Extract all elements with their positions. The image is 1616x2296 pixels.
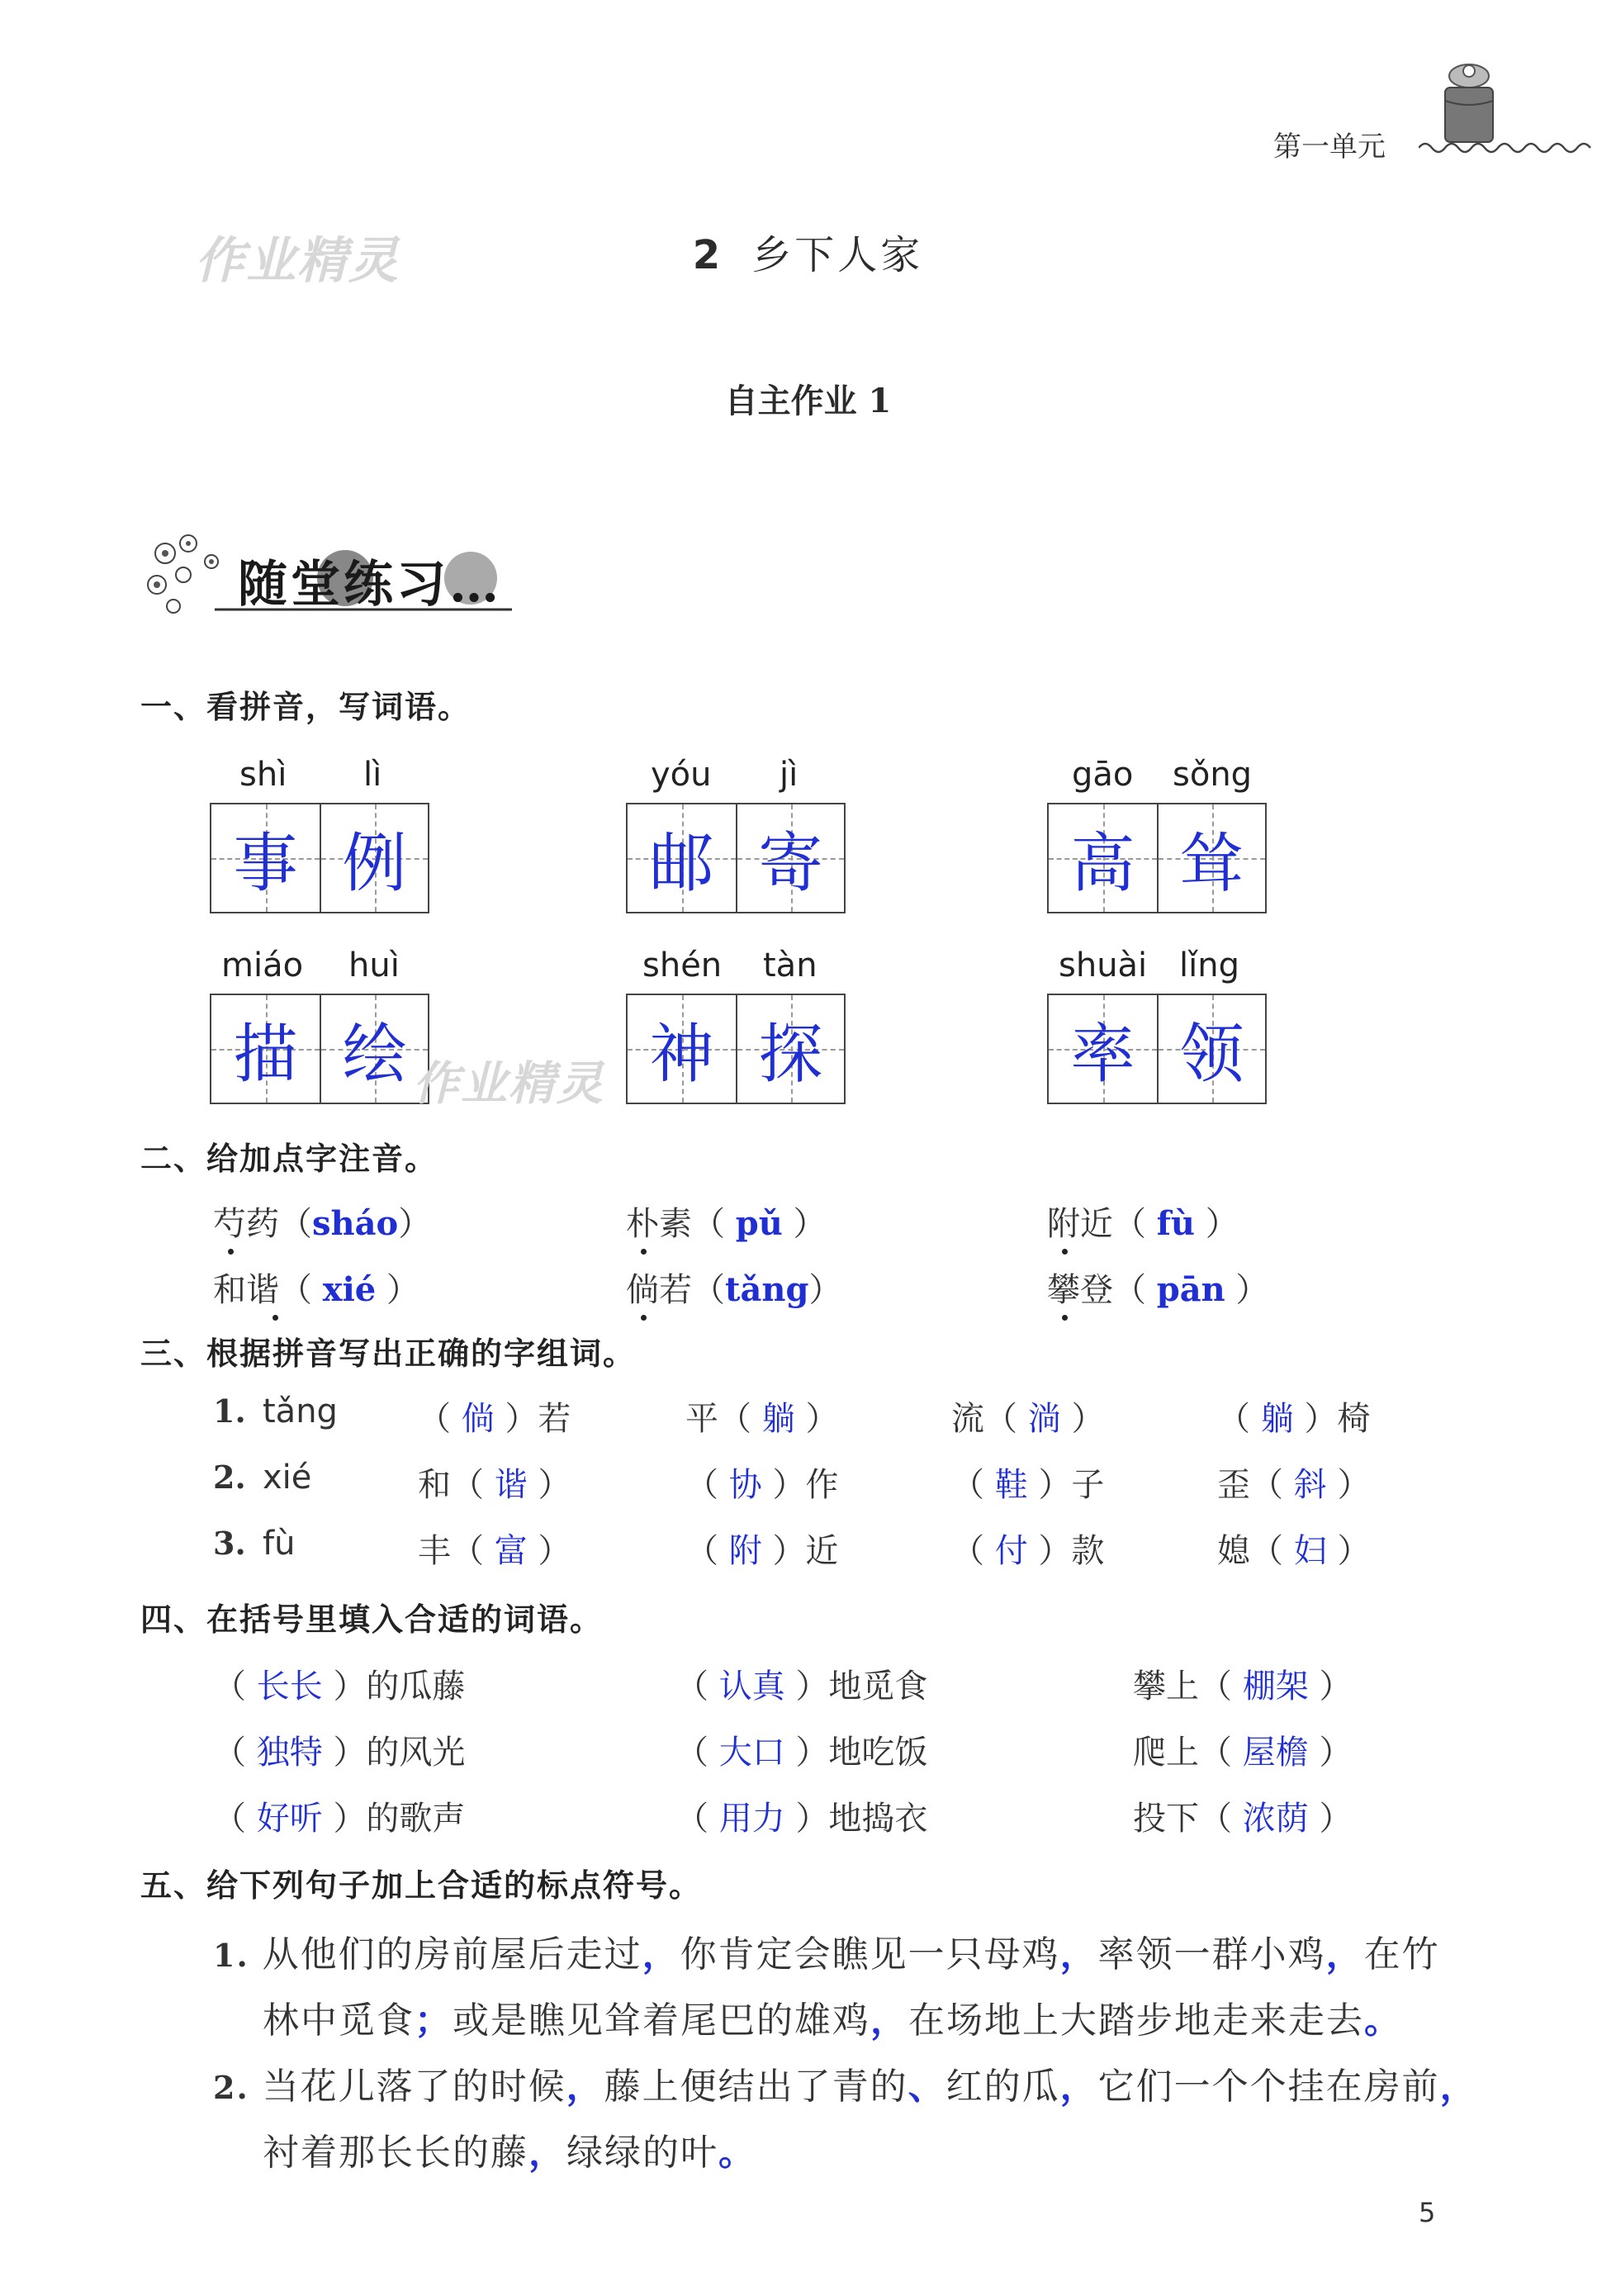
answer: sháo (312, 1204, 399, 1243)
punct-answer: ， (566, 2066, 604, 2108)
answer-char: 探 (758, 1018, 823, 1092)
pinyin: sǒng (1173, 756, 1253, 794)
group-item (1217, 1392, 1370, 1440)
word: 攀登 (1047, 1271, 1113, 1309)
punct-answer: ， (642, 1933, 680, 1976)
answer: tǎng (725, 1270, 809, 1309)
writing-grid (1047, 994, 1267, 1104)
item-number: 2. (213, 1459, 246, 1496)
text: 媳（ (1217, 1532, 1283, 1570)
writing-grid (210, 803, 429, 913)
section-4-heading: 四、在括号里填入合适的词语。 (140, 1601, 604, 1638)
text: ） (1071, 1400, 1105, 1438)
text: 或是瞧见耸着尾巴的雄鸡 (453, 2000, 870, 2042)
punct-answer: ， (1059, 1933, 1098, 1976)
annotate-item: 芍药（sháo） (213, 1204, 432, 1243)
text: ） (805, 1400, 839, 1438)
text: （ (685, 1466, 718, 1504)
text: ） (538, 1466, 571, 1504)
answer: pān (1156, 1270, 1225, 1309)
text: ）近 (772, 1532, 839, 1570)
text: （ (213, 1800, 246, 1838)
answer-char: 神 (649, 1018, 714, 1092)
text: （ (1217, 1400, 1250, 1438)
unit-label: 第一单元 (1273, 130, 1386, 164)
emphasis-dot (641, 1315, 647, 1321)
text: 衬着那长长的藤 (263, 2132, 528, 2174)
group-item (685, 1392, 838, 1440)
sentence-2-line-2 (263, 2123, 756, 2175)
lesson-title (0, 223, 1616, 280)
pinyin: fù (263, 1525, 296, 1563)
annotate-item: 和谐（ xié ） (213, 1270, 419, 1309)
punct-answer: 。 (718, 2132, 756, 2174)
text: 率领一群小鸡 (1097, 1933, 1326, 1976)
answer-char: 高 (1070, 827, 1135, 901)
answer: 斜 (1293, 1466, 1327, 1504)
text: ） (1337, 1532, 1371, 1570)
text: 红的瓜 (945, 2066, 1060, 2108)
text: ）的风光 (333, 1734, 466, 1772)
emphasis-dot (1062, 1249, 1068, 1255)
answer-char: 率 (1070, 1018, 1135, 1092)
text: ） (1319, 1800, 1353, 1838)
wave-decoration (1419, 139, 1594, 157)
pinyin: tàn (763, 946, 817, 984)
item-number: 1. (213, 1392, 246, 1430)
pinyin: jì (780, 756, 799, 794)
answer: 富 (494, 1532, 528, 1570)
word: 和谐 (213, 1271, 279, 1309)
annotate-item: 朴素（ pǔ ） (626, 1204, 827, 1243)
banner-title: 随堂练习… (238, 556, 502, 614)
group-item (951, 1459, 1104, 1506)
sentence-1-line-2 (263, 1990, 1402, 2043)
fill-item (675, 1792, 927, 1839)
fill-item (213, 1792, 465, 1839)
text: ）子 (1038, 1466, 1105, 1504)
writing-grid (626, 994, 846, 1104)
section-2-heading: 二、给加点字注音。 (140, 1141, 438, 1177)
answer: 躺 (761, 1400, 795, 1438)
word: 芍药 (213, 1205, 279, 1243)
text: 藤上便结出了青的 (604, 2066, 908, 2108)
text: ）地吃饭 (795, 1734, 928, 1772)
group-item (685, 1525, 838, 1572)
answer: 躺 (1260, 1400, 1294, 1438)
section-1-heading: 一、看拼音，写词语。 (140, 689, 472, 725)
fill-item (675, 1726, 927, 1773)
text: （ (675, 1800, 708, 1838)
pinyin: shén (642, 946, 723, 984)
punct-answer: ， (1059, 2066, 1098, 2108)
text: 丰（ (418, 1532, 484, 1570)
text: ）款 (1038, 1532, 1105, 1570)
answer-char: 绘 (342, 1018, 407, 1092)
lesson-name: 乡下人家 (751, 232, 924, 278)
punct-answer: ， (870, 2000, 908, 2042)
text: ） (1337, 1466, 1371, 1504)
writing-grid (1047, 803, 1267, 913)
punct-answer: ， (1439, 2066, 1478, 2108)
pinyin: miáo (221, 946, 304, 984)
text: 当花儿落了的时候 (262, 2066, 566, 2108)
text: （ (675, 1734, 708, 1772)
text: （ (675, 1667, 708, 1705)
text: ）椅 (1304, 1400, 1371, 1438)
pinyin: huì (348, 946, 400, 984)
answer: 鞋 (994, 1466, 1028, 1504)
lesson-number: 2 (692, 232, 724, 278)
answer: 认真 (718, 1667, 785, 1705)
text: 流（ (951, 1400, 1017, 1438)
section-3-heading: 三、根据拼音写出正确的字组词。 (140, 1335, 637, 1372)
item-number: 1. (213, 1937, 249, 1974)
answer: 付 (994, 1532, 1028, 1570)
answer-char: 描 (233, 1018, 298, 1092)
pinyin: shuài (1059, 946, 1148, 984)
answer-char: 领 (1179, 1018, 1244, 1092)
punct-answer: 。 (1364, 2000, 1402, 2042)
fill-item (1133, 1726, 1352, 1773)
text: 平（ (685, 1400, 751, 1438)
group-item (1217, 1525, 1370, 1572)
answer-char: 事 (233, 827, 298, 901)
word: 朴素 (626, 1205, 692, 1243)
pinyin: shì (239, 756, 287, 794)
pinyin: xié (263, 1459, 312, 1497)
writing-grid (210, 994, 429, 1104)
text: （ (418, 1400, 451, 1438)
word: 附近 (1047, 1205, 1113, 1243)
fill-item (1133, 1792, 1352, 1839)
text: 歪（ (1217, 1466, 1283, 1504)
group-item (685, 1459, 838, 1506)
answer: 独特 (256, 1734, 323, 1772)
group-item (1217, 1459, 1370, 1506)
text: ）若 (505, 1400, 571, 1438)
annotate-item: 倘若（tǎng） (626, 1270, 842, 1309)
answer: xié (322, 1270, 377, 1309)
group-item (951, 1525, 1104, 1572)
page-number: 5 (1419, 2197, 1436, 2228)
text: ）的歌声 (333, 1800, 466, 1838)
text: ）地觅食 (795, 1667, 928, 1705)
answer-char: 寄 (758, 827, 823, 901)
text: ） (1319, 1734, 1353, 1772)
text: 投下（ (1133, 1800, 1232, 1838)
text: （ (951, 1466, 984, 1504)
emphasis-dot (272, 1315, 278, 1321)
punct-answer: ； (415, 2000, 453, 2042)
text: 你肯定会瞧见一只母鸡 (680, 1933, 1060, 1976)
text: （ (951, 1532, 984, 1570)
item-number: 3. (213, 1525, 246, 1562)
text: ）作 (772, 1466, 839, 1504)
item-number: 2. (213, 2069, 249, 2106)
punct-answer: ， (528, 2132, 566, 2174)
group-item (418, 1525, 571, 1572)
emphasis-dot (1062, 1315, 1068, 1321)
answer-char: 耸 (1179, 827, 1244, 901)
answer-char: 邮 (649, 827, 714, 901)
answer: fù (1156, 1204, 1196, 1243)
text: （ (685, 1532, 718, 1570)
fill-item (213, 1660, 465, 1707)
fill-item (675, 1660, 927, 1707)
answer: 浓荫 (1242, 1800, 1309, 1838)
writing-grid (626, 803, 846, 913)
text: ）的瓜藤 (333, 1667, 466, 1705)
text: （ (213, 1667, 246, 1705)
text: 在竹 (1363, 1933, 1440, 1976)
text: ） (1319, 1667, 1353, 1705)
annotate-item: 攀登（ pān ） (1047, 1270, 1269, 1309)
annotate-item: 附近（ fù ） (1047, 1204, 1239, 1243)
fill-item (1133, 1660, 1352, 1707)
text: ） (538, 1532, 571, 1570)
answer: 妇 (1293, 1532, 1327, 1570)
answer: 好听 (256, 1800, 323, 1838)
answer: 淌 (1027, 1400, 1061, 1438)
answer: 棚架 (1242, 1667, 1309, 1705)
group-item (951, 1392, 1104, 1440)
text: 它们一个个挂在房前 (1097, 2066, 1440, 2108)
text: ）地捣衣 (795, 1800, 928, 1838)
text: 和（ (418, 1466, 484, 1504)
pinyin: yóu (651, 756, 712, 794)
text: 从他们的房前屋后走过 (262, 1933, 642, 1976)
answer: 协 (728, 1466, 762, 1504)
text: 在场地上大踏步地走来走去 (908, 2000, 1364, 2042)
answer: 谐 (494, 1466, 528, 1504)
group-item (418, 1392, 571, 1440)
watermark: 作业精灵 (413, 1057, 604, 1111)
text: （ (213, 1734, 246, 1772)
text: 爬上（ (1133, 1734, 1232, 1772)
punct-answer: ， (1325, 1933, 1364, 1976)
answer: 倘 (461, 1400, 495, 1438)
watermark: 作业精灵 (195, 232, 400, 290)
sentence-2-line-1 (213, 2056, 1478, 2109)
emphasis-dot (641, 1249, 647, 1255)
word: 倘若 (626, 1271, 692, 1309)
homework-title: 自主作业 1 (724, 382, 892, 420)
answer: 长长 (256, 1667, 323, 1705)
section-5-heading: 五、给下列句子加上合适的标点符号。 (140, 1867, 703, 1904)
group-item (418, 1459, 571, 1506)
text: 攀上（ (1133, 1667, 1232, 1705)
answer: 大口 (718, 1734, 785, 1772)
punct-answer: 、 (908, 2066, 946, 2108)
pinyin: lǐng (1179, 946, 1239, 984)
answer-char: 例 (342, 827, 407, 901)
answer: pǔ (735, 1204, 783, 1243)
answer: 用力 (718, 1800, 785, 1838)
text: 林中觅食 (263, 2000, 415, 2042)
emphasis-dot (228, 1249, 234, 1255)
text: 绿绿的叶 (566, 2132, 718, 2174)
fill-item (213, 1726, 465, 1773)
pinyin: lì (363, 756, 382, 794)
pinyin: gāo (1072, 756, 1134, 794)
sentence-1-line-1 (213, 1924, 1440, 1977)
answer: 附 (728, 1532, 762, 1570)
pinyin: tǎng (263, 1392, 338, 1430)
answer: 屋檐 (1242, 1734, 1309, 1772)
flower-pot-icon (1438, 59, 1500, 145)
